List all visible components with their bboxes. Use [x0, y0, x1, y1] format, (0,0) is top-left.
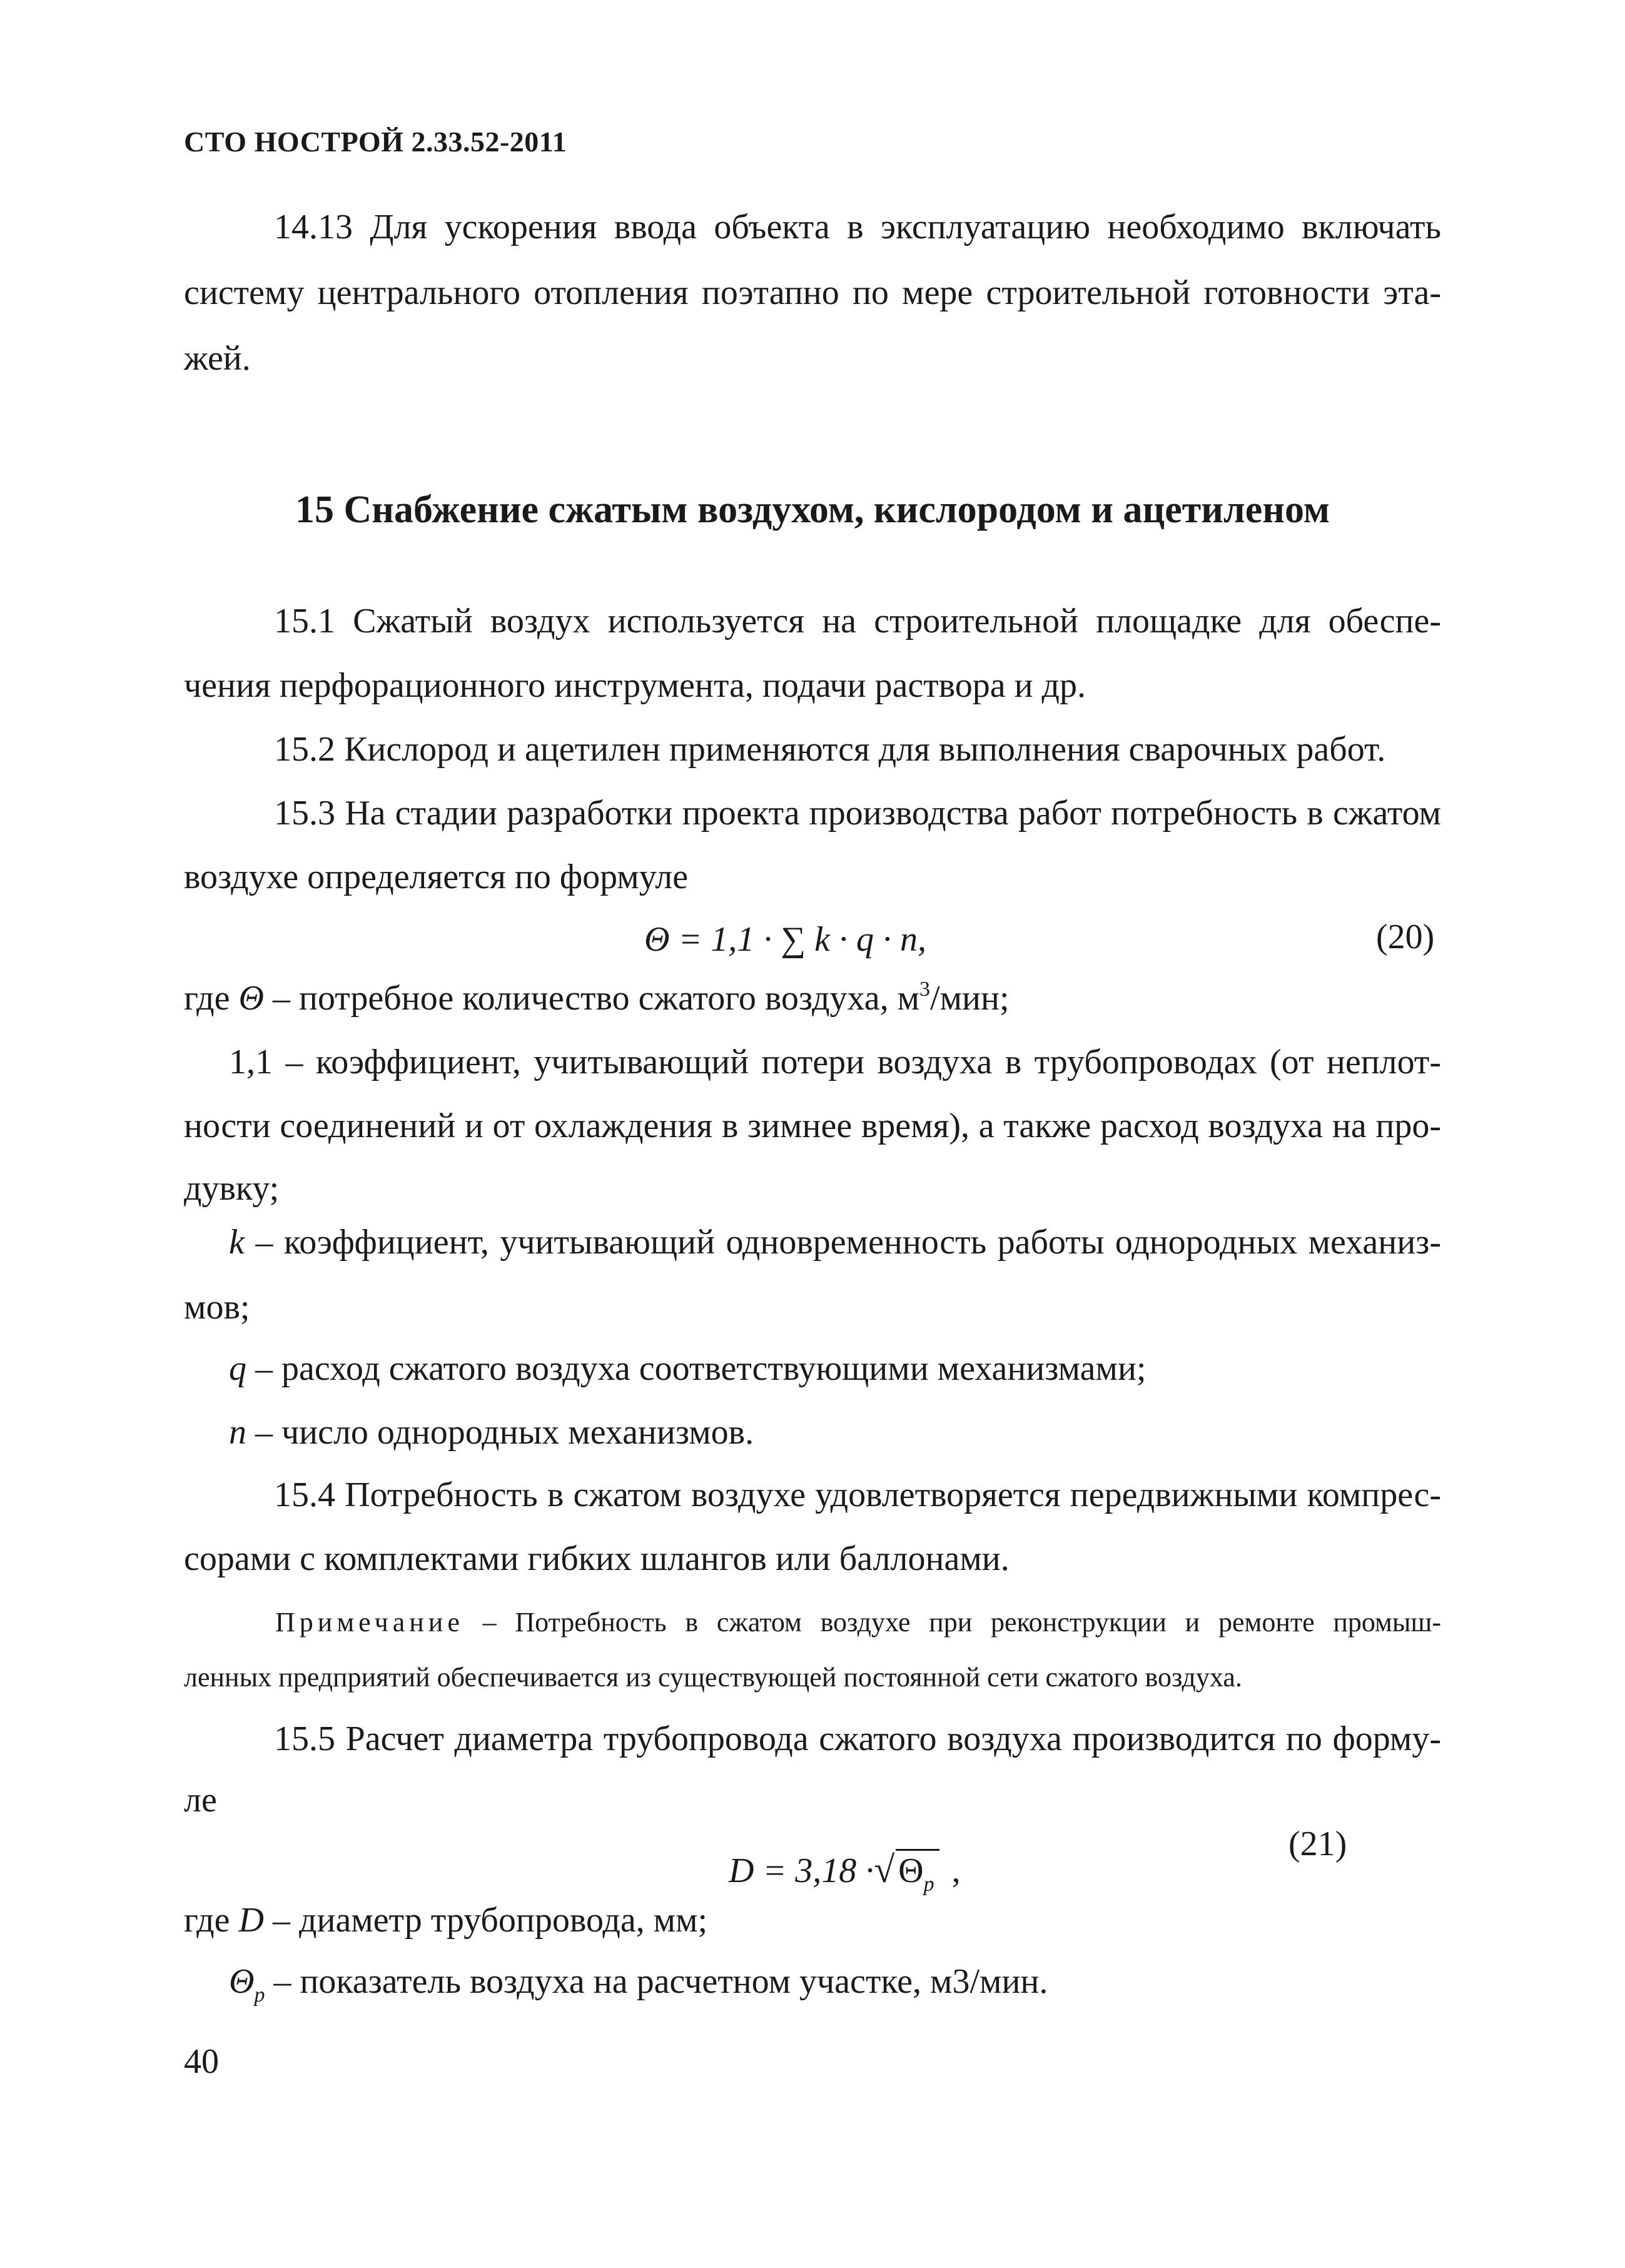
k-definition: – коэффициент, учитывающий одновременность работы однородных механиз-	[244, 1223, 1441, 1262]
note-line1	[275, 1609, 1441, 1636]
para-15-1-line2: чения перфорационного инструмента, подачи раствора и др.	[184, 666, 1086, 705]
where-theta-line	[184, 978, 1010, 1018]
note-line2: ленных предприятий обеспечивается из существующей постоянной сети сжатого воздуха.	[184, 1662, 1242, 1693]
para-15-5-line1: 15.5 Расчет диаметра трубопровода сжатого воздуха производится по форму-	[274, 1719, 1441, 1758]
theta-p-line	[229, 1962, 1048, 2007]
where-prefix-d: где	[184, 1901, 239, 1940]
d-symbol: D	[238, 1901, 264, 1940]
formula-21-number: (21)	[1288, 1825, 1347, 1863]
formula-20: Θ = 1,1 · ∑ k · q · n,	[644, 920, 927, 959]
note-label: Примечание	[275, 1607, 464, 1638]
n-definition: – число однородных механизмов.	[246, 1413, 754, 1452]
where-d-line	[184, 1903, 707, 1938]
sqrt-sign: √	[874, 1849, 895, 1890]
theta-p-subscript: p	[254, 1983, 265, 2007]
para-15-1-line1: 15.1 Сжатый воздух используется на строительной площадке для обеспе-	[274, 602, 1441, 640]
q-definition-line	[229, 1351, 1146, 1386]
theta-unit-superscript: 3	[919, 978, 931, 1001]
page-number: 40	[184, 2042, 219, 2081]
theta-symbol: Θ	[238, 979, 264, 1018]
formula-21-lhs: D = 3,18 ·	[729, 1851, 874, 1890]
coef-line1: 1,1 – коэффициент, учитывающий потери воздуха в трубопроводах (от неплот-	[229, 1043, 1441, 1081]
para-14-13-line1: 14.13 Для ускорения ввода объекта в эксплуатацию необходимо включать	[274, 208, 1441, 246]
q-definition: – расход сжатого воздуха соответствующими механизмами;	[246, 1349, 1147, 1388]
q-symbol: q	[229, 1349, 246, 1388]
para-15-4-line2: сорами с комплектами гибких шлангов или баллонами.	[184, 1539, 1010, 1578]
para-15-4-line1: 15.4 Потребность в сжатом воздухе удовлетворяется передвижными компрес-	[274, 1476, 1441, 1514]
k-symbol: k	[229, 1223, 245, 1262]
k-definition-line2: мов;	[184, 1288, 250, 1327]
d-definition: – диаметр трубопровода, мм;	[263, 1901, 708, 1940]
coef-line2: ности соединений и от охлаждения в зимнее время), а также расход воздуха на про-	[184, 1106, 1441, 1145]
theta-unit-end: /мин;	[930, 979, 1010, 1018]
note-text: – Потребность в сжатом воздухе при реконструкции и ремонте промыш-	[463, 1607, 1441, 1638]
section-heading: 15 Снабжение сжатым воздухом, кислородом и ацетиленом	[295, 489, 1330, 531]
where-prefix: где	[184, 979, 239, 1018]
formula-21-trail: ,	[951, 1851, 961, 1890]
theta-p-symbol: Θ	[229, 1962, 255, 2001]
para-14-13-line2: систему центрального отопления поэтапно по мере строительной готовности эта-	[184, 273, 1441, 312]
formula-20-number: (20)	[1376, 918, 1435, 956]
formula-21	[729, 1848, 961, 1896]
para-15-5-line2: ле	[184, 1781, 217, 1820]
n-definition-line	[229, 1415, 754, 1450]
sqrt-radicand: $\Theta_p$	[896, 1849, 939, 1891]
theta-definition: – потребное количество сжатого воздуха, м	[263, 979, 920, 1018]
theta-p-definition: – показатель воздуха на расчетном участке, м3/мин.	[265, 1962, 1048, 2001]
para-15-2: 15.2 Кислород и ацетилен применяются для выполнения сварочных работ.	[274, 730, 1386, 769]
coef-line3: дувку;	[184, 1169, 280, 1208]
para-15-3-line2: воздухе определяется по формуле	[184, 858, 689, 896]
k-definition-line1	[229, 1225, 1441, 1260]
para-15-3-line1: 15.3 На стадии разработки проекта производства работ потребность в сжатом	[274, 794, 1441, 833]
document-header: СТО НОСТРОЙ 2.33.52-2011	[184, 126, 567, 158]
n-symbol: n	[229, 1413, 246, 1452]
para-14-13-line3: жей.	[184, 339, 251, 378]
